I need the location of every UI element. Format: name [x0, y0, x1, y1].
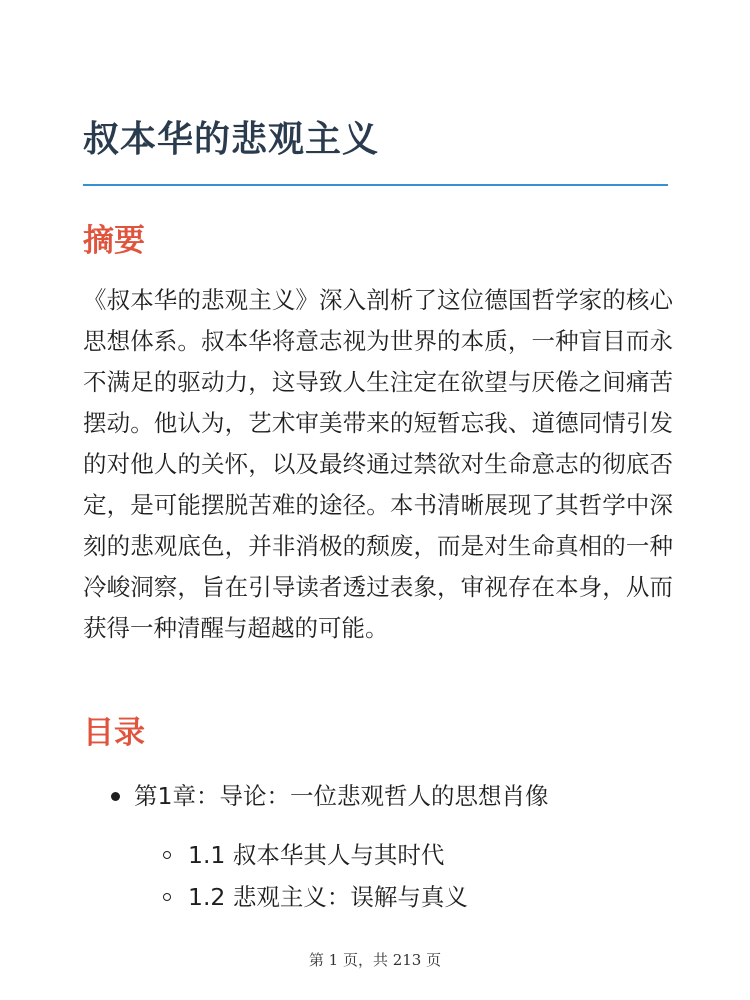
toc-item-label: 1.2 悲观主义：误解与真义 — [188, 883, 468, 911]
page-footer: 第 1 页，共 213 页 — [308, 951, 442, 969]
disc-bullet-icon — [111, 792, 120, 801]
toc-item-label: 第1章：导论：一位悲观哲人的思想肖像 — [134, 782, 549, 810]
toc-item-label: 1.1 叔本华其人与其时代 — [188, 841, 445, 869]
circle-bullet-icon — [163, 851, 171, 859]
toc-heading: 目录 — [83, 715, 145, 751]
abstract-heading: 摘要 — [83, 223, 145, 259]
abstract-paragraph: 《叔本华的悲观主义》深入剖析了这位德国哲学家的核心思想体系。叔本华将意志视为世界的本质，一种盲目而永不满足的驱动力，这导致人生注定在欲望与厌倦之间痛苦摆动。他认为，艺术审美带来的短暂忘我、道德同情引发的对他人的关怀，以及最终通过禁欲对生命意志的彻底否定，是可能摆脱苦难的途径。本书清晰展现了其哲学中深刻的悲观底色，并非消极的颓废，而是对生命真相的一种冷峻洞察，旨在引导读者透过表象，审视存在本身，从而获得一种清醒与超越的可能。 — [83, 286, 673, 642]
document-title: 叔本华的悲观主义 — [83, 119, 380, 160]
title-divider — [83, 184, 668, 186]
circle-bullet-icon — [163, 893, 171, 901]
